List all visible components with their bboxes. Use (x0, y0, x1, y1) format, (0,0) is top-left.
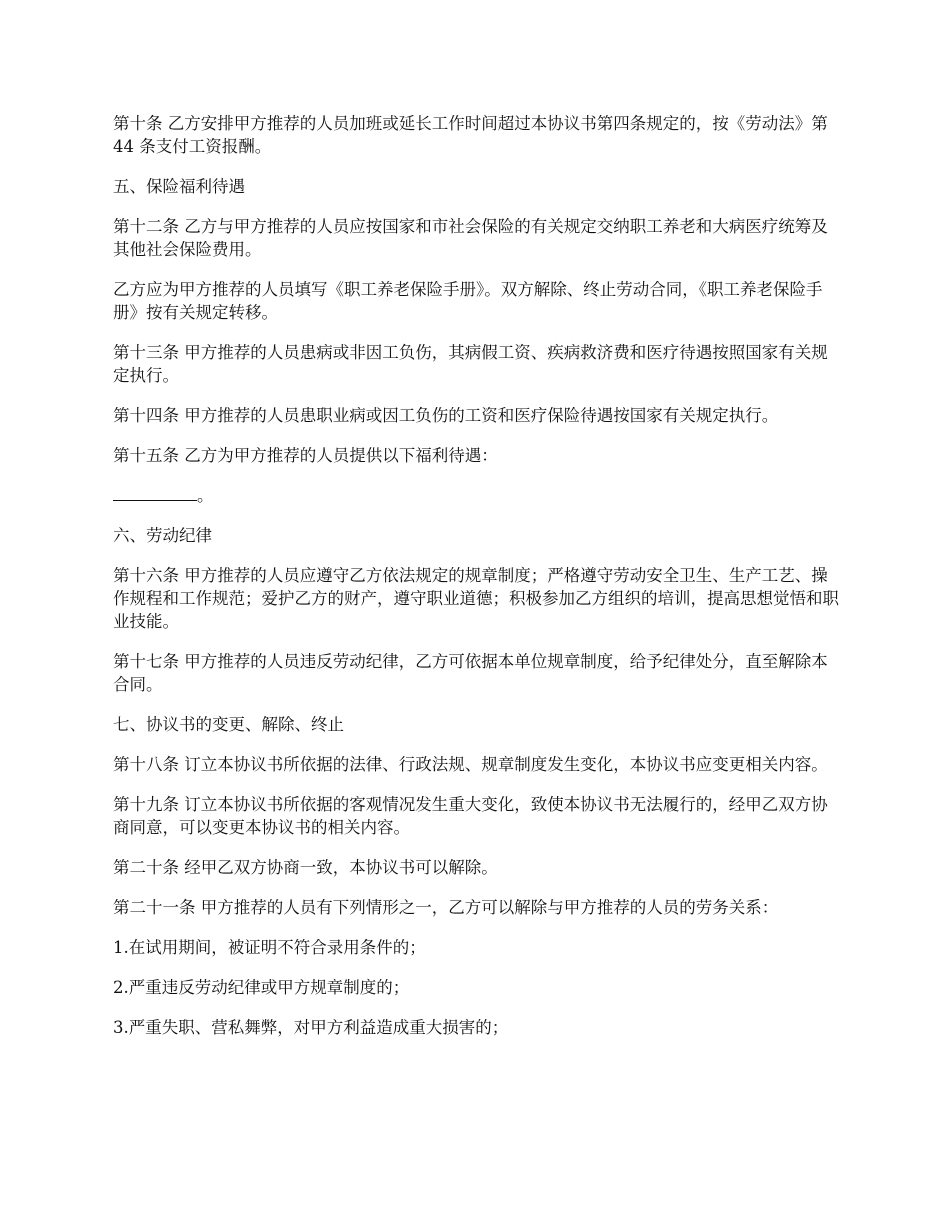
article-19: 第十九条 订立本协议书所依据的客观情况发生重大变化，致使本协议书无法履行的，经甲乙双方协商同意，可以变更本协议书的相关内容。 (113, 795, 828, 837)
article-12: 第十二条 乙方与甲方推荐的人员应按国家和市社会保险的有关规定交纳职工养老和大病医疗统筹及其他社会保险费用。 (113, 217, 828, 259)
list-item-3: 3.严重失职、营私舞弊，对甲方利益造成重大损害的； (113, 1018, 509, 1037)
article-16: 第十六条 甲方推荐的人员应遵守乙方依法规定的规章制度；严格遵守劳动安全卫生、生产工艺、操作规程和工作规范；爱护乙方的财产，遵守职业道德；积极参加乙方组织的培训，提高思想觉悟和职业技能。 (113, 566, 839, 631)
welfare-blank-line (113, 484, 841, 507)
article-20: 第二十条 经甲乙双方协商一致，本协议书可以解除。 (113, 858, 498, 877)
article-21: 第二十一条 甲方推荐的人员有下列情形之一，乙方可以解除与甲方推荐的人员的劳务关系： (113, 898, 779, 917)
list-item-2: 2.严重违反劳动纪律或甲方规章制度的； (113, 978, 410, 997)
blank-suffix: 。 (197, 486, 214, 505)
section-heading-change-termination: 七、协议书的变更、解除、终止 (113, 715, 344, 734)
document-body (113, 112, 841, 1056)
article-15: 第十五条 乙方为甲方推荐的人员提供以下福利待遇： (113, 446, 498, 465)
section-heading-labor-discipline: 六、劳动纪律 (113, 526, 212, 545)
section-heading-insurance-welfare: 五、保险福利待遇 (113, 177, 245, 196)
article-10: 第十条 乙方安排甲方推荐的人员加班或延长工作时间超过本协议书第四条规定的，按《劳动法》第 44 条支付工资报酬。 (113, 114, 828, 156)
fill-in-blank (113, 484, 197, 501)
article-14: 第十四条 甲方推荐的人员患职业病或因工负伤的工资和医疗保险待遇按国家有关规定执行。 (113, 406, 779, 425)
list-item-1: 1.在试用期间，被证明不符合录用条件的； (113, 938, 426, 957)
article-13: 第十三条 甲方推荐的人员患病或非因工负伤，其病假工资、疾病救济费和医疗待遇按照国家有关规定执行。 (113, 343, 828, 385)
article-17: 第十七条 甲方推荐的人员违反劳动纪律，乙方可依据本单位规章制度，给予纪律处分，直至解除本合同。 (113, 652, 828, 694)
pension-handbook-paragraph: 乙方应为甲方推荐的人员填写《职工养老保险手册》。双方解除、终止劳动合同，《职工养老保险手册》按有关规定转移。 (113, 280, 823, 322)
article-18: 第十八条 订立本协议书所依据的法律、行政法规、规章制度发生变化，本协议书应变更相关内容。 (113, 755, 828, 774)
